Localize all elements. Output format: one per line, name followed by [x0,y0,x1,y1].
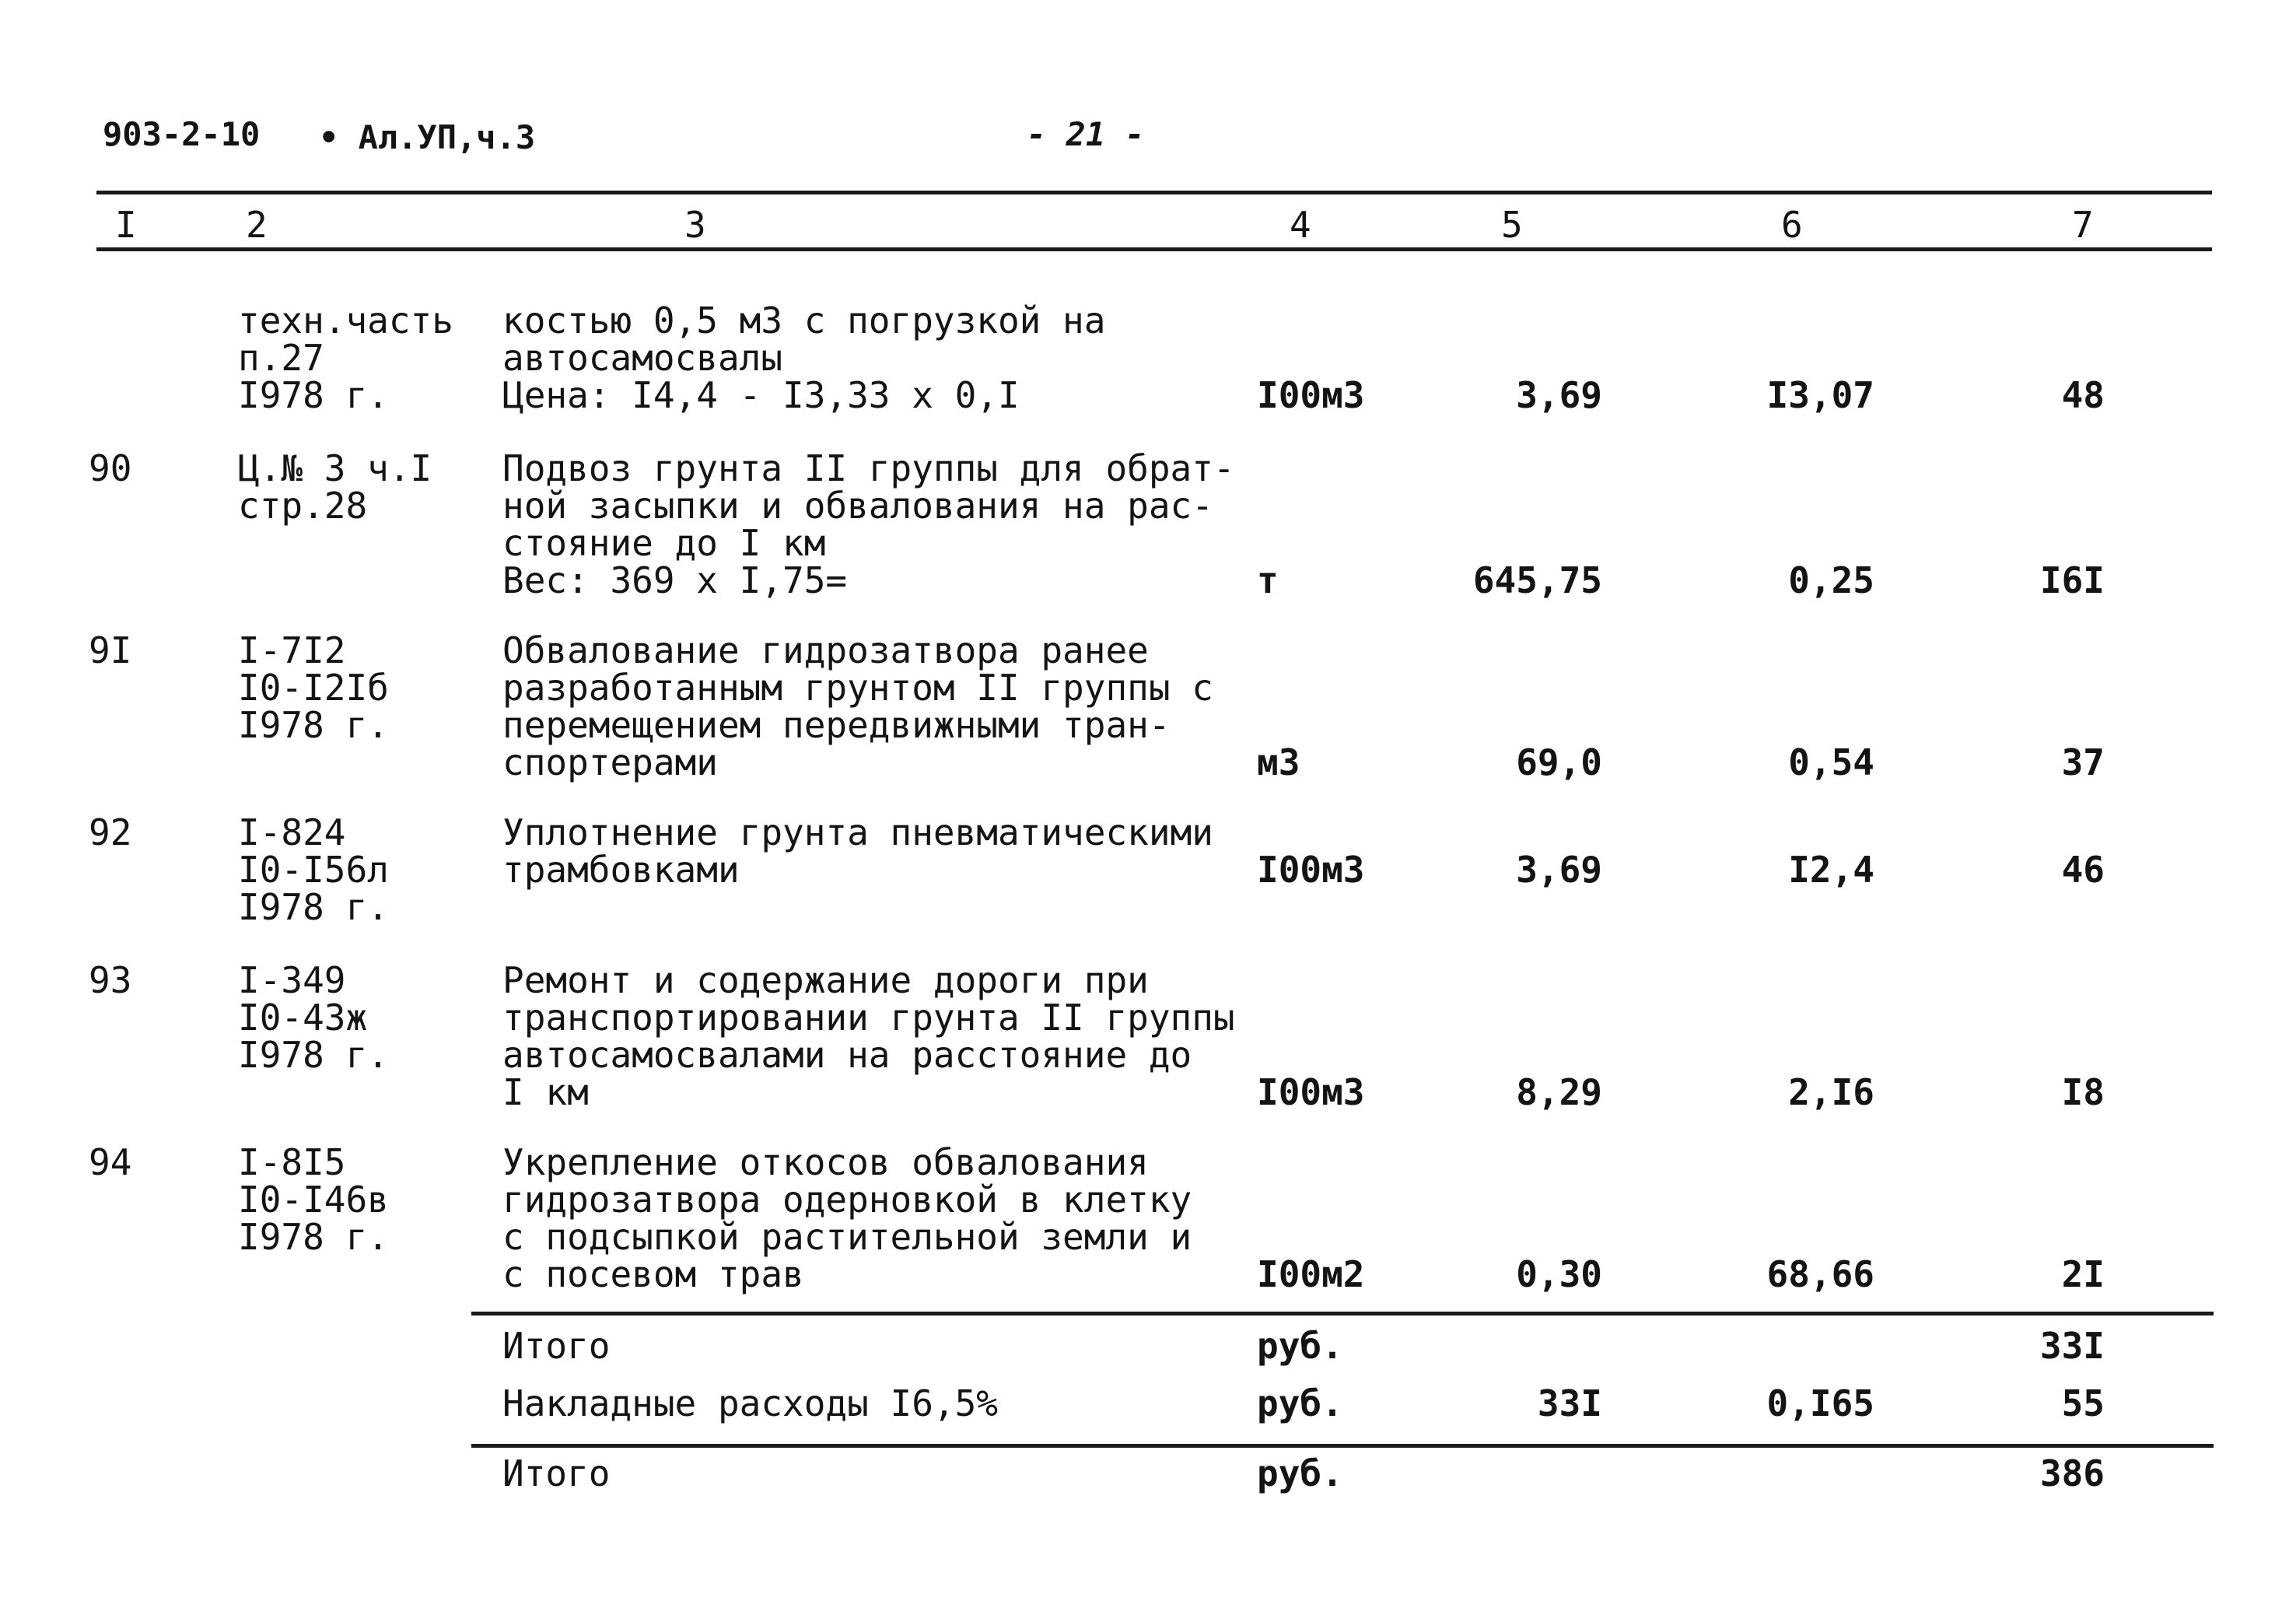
subtotal-unit: руб. [1257,1325,1343,1367]
row-unit-price: I2,4 [1788,849,1874,891]
row-quantity: 3,69 [1516,849,1602,891]
row-quantity: 0,30 [1516,1253,1602,1295]
page-number: - 21 - [1027,115,1145,153]
row-unit-price: 0,25 [1788,559,1874,601]
row-quantity: 645,75 [1472,559,1602,601]
header-top-rule [96,191,2212,194]
col-number-1: I [115,204,137,246]
document-code: 903-2-10 [103,115,261,153]
col-number-5: 5 [1501,204,1523,246]
row-description: костью 0,5 м3 с погрузкой на автосамосвалы Цена: I4,4 - I3,33 х 0,I [502,300,1106,416]
grand-total-rule [471,1444,2214,1448]
row-total: 37 [2061,741,2105,783]
row-reference: техн.часть п.27 I978 г. [238,300,453,416]
col-number-6: 6 [1781,204,1803,246]
col-number-3: 3 [684,204,706,246]
row-description: Обвалование гидрозатвора ранее разработанным грунтом II группы с перемещением передвижными тран- спортерами [502,629,1213,783]
subtotal-label: Итого [502,1325,611,1367]
col-number-7: 7 [2072,204,2094,246]
totals-top-rule [471,1312,2214,1315]
row-reference: Ц.№ 3 ч.I стр.28 [238,447,432,527]
row-quantity: 69,0 [1516,741,1602,783]
col-number-4: 4 [1290,204,1311,246]
row-unit: т [1257,559,1279,601]
row-reference: I-8I5 I0-I46в I978 г. [238,1141,389,1258]
row-total: 48 [2061,374,2105,416]
row-total: I6I [2039,559,2105,601]
row-unit-price: 0,54 [1788,741,1874,783]
grand-total-value: 386 [2039,1452,2105,1494]
row-number: 92 [89,811,132,853]
overhead-label: Накладные расходы I6,5% [502,1382,998,1424]
col-number-2: 2 [246,204,268,246]
row-total: 46 [2061,849,2105,891]
row-quantity: 8,29 [1516,1071,1602,1113]
row-number: 94 [89,1141,132,1183]
row-unit: I00м3 [1257,849,1365,891]
row-unit-price: 2,I6 [1788,1071,1874,1113]
row-unit-price: 68,66 [1766,1253,1874,1295]
row-unit: I00м2 [1257,1253,1365,1295]
row-reference: I-349 I0-43ж I978 г. [238,959,389,1076]
row-unit-price: I3,07 [1766,374,1874,416]
row-reference: I-7I2 I0-I2Iб I978 г. [238,629,389,746]
row-number: 93 [89,959,132,1001]
row-quantity: 3,69 [1516,374,1602,416]
overhead-base: 33I [1537,1382,1602,1424]
row-unit: I00м3 [1257,374,1365,416]
album-reference: • Ал.УП,ч.3 [319,118,536,156]
row-description: Подвоз грунта II группы для обрат- ной засыпки и обвалования на рас- стояние до I км Вес: 369 х I,75= [502,447,1235,601]
row-unit: м3 [1257,741,1300,783]
subtotal-total: 33I [2039,1325,2105,1367]
overhead-rate: 0,I65 [1766,1382,1874,1424]
row-number: 9I [89,629,132,671]
header-bottom-rule [96,247,2212,251]
grand-total-label: Итого [502,1452,611,1494]
row-total: 2I [2061,1253,2105,1295]
row-unit: I00м3 [1257,1071,1365,1113]
row-description: Уплотнение грунта пневматическими трамбовками [502,811,1213,891]
grand-total-unit: руб. [1257,1452,1343,1494]
row-description: Ремонт и содержание дороги при транспортировании грунта II группы автосамосвалами на расстояние до I км [502,959,1235,1113]
row-reference: I-824 I0-I56л I978 г. [238,811,389,928]
overhead-total: 55 [2061,1382,2105,1424]
row-description: Укрепление откосов обвалования гидрозатвора одерновкой в клетку с подсыпкой растительной земли и с посевом трав [502,1141,1192,1295]
row-number: 90 [89,447,132,489]
row-total: I8 [2061,1071,2105,1113]
overhead-unit: руб. [1257,1382,1343,1424]
